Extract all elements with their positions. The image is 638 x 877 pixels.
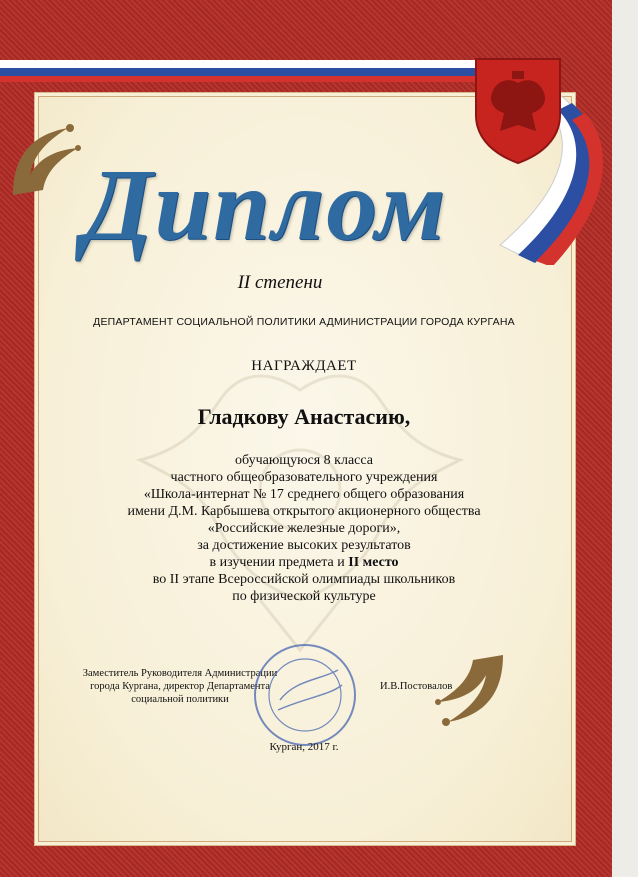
recipient-name: Гладкову Анастасию, bbox=[197, 404, 411, 429]
diploma-degree: II степени bbox=[237, 272, 323, 293]
description-text: в изучении предмета и bbox=[209, 555, 349, 570]
description-line: во II этапе Всероссийской олимпиады школьников bbox=[152, 572, 456, 587]
description-line: частного общеобразовательного учреждения bbox=[170, 470, 438, 485]
coat-of-arms-shield-icon bbox=[470, 55, 566, 165]
awards-heading: НАГРАЖДАЕТ bbox=[251, 358, 357, 374]
official-stamp-icon bbox=[250, 640, 360, 750]
place-and-date: Курган, 2017 г. bbox=[269, 741, 339, 753]
description-line: имени Д.М. Карбышева открытого акционерного общества bbox=[127, 504, 481, 519]
description-line: «Школа-интернат № 17 среднего общего образования bbox=[143, 487, 465, 502]
paper-edge bbox=[612, 0, 638, 877]
description-line bbox=[34, 554, 574, 571]
description-line: обучающуюся 8 класса bbox=[234, 453, 373, 468]
description-line: «Российские железные дороги», bbox=[207, 521, 401, 536]
signatory-name: И.В.Постовалов bbox=[380, 681, 453, 692]
issuing-department: ДЕПАРТАМЕНТ СОЦИАЛЬНОЙ ПОЛИТИКИ АДМИНИСТРАЦИИ ГОРОДА КУРГАНА bbox=[93, 316, 515, 328]
description-line: по физической культуре bbox=[232, 589, 376, 604]
place-result: II место bbox=[348, 555, 399, 570]
signatory-line: социальной политики bbox=[131, 694, 229, 705]
signatory-line: города Кургана, директор Департамента bbox=[90, 681, 270, 692]
diploma-title: Диплом bbox=[82, 149, 448, 262]
description-line: за достижение высоких результатов bbox=[197, 538, 411, 553]
signatory-line: Заместитель Руководителя Администрации bbox=[82, 668, 278, 679]
award-description bbox=[34, 452, 574, 605]
